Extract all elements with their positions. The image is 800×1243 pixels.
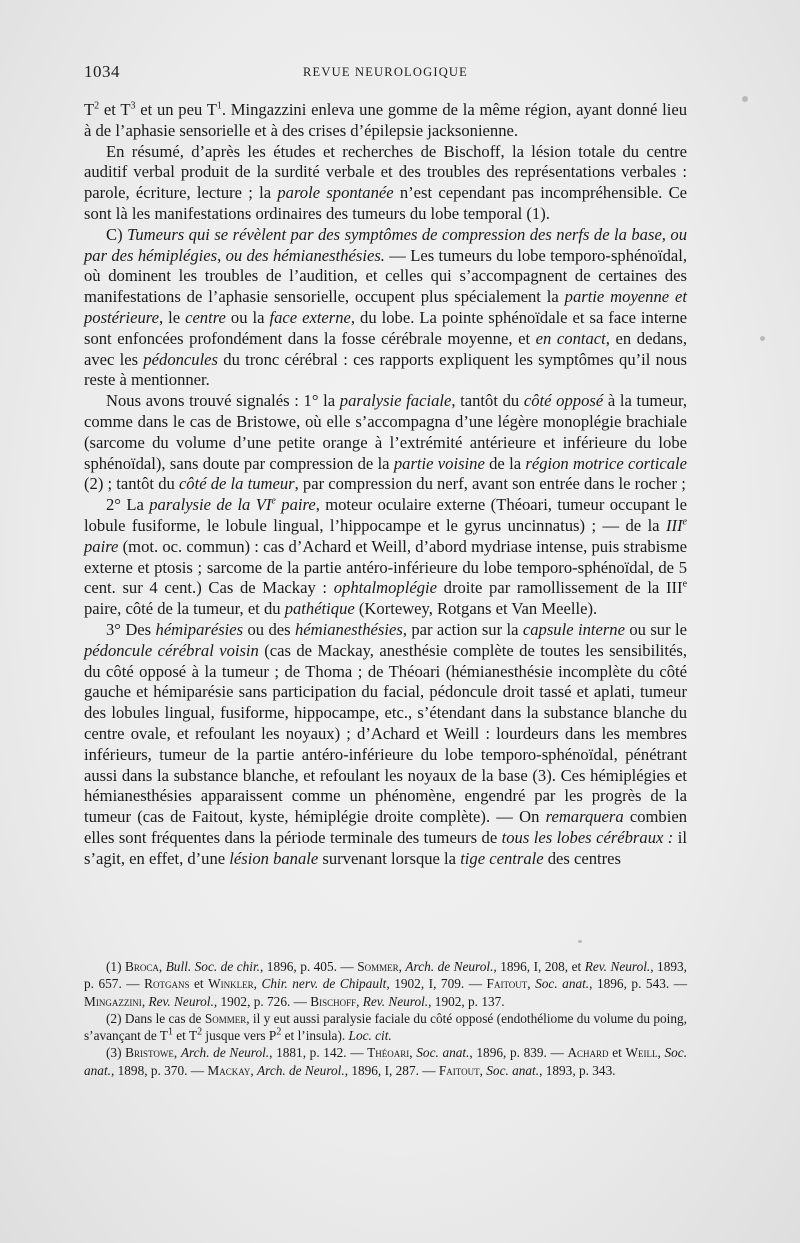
italic-text: Rev. Neurol.	[148, 993, 214, 1009]
page-number: 1034	[84, 62, 120, 81]
superscript: 2	[94, 100, 100, 112]
text-run: ,	[356, 993, 363, 1009]
italic-text: remarquera	[545, 807, 624, 827]
footnote	[84, 1044, 687, 1079]
text-run: combien elles sont fréquentes dans la période terminale des tumeurs de	[84, 807, 688, 847]
superscript: e	[682, 516, 687, 528]
text-run: paire, côté de la tumeur, et du	[84, 599, 285, 619]
author-name: Sommer	[204, 1010, 247, 1026]
paragraph	[84, 495, 687, 620]
author-name: Broca	[125, 959, 159, 974]
italic-text: paire	[84, 536, 119, 556]
author-name: Bischoff	[310, 993, 357, 1009]
text-run: et l’insula).	[281, 1028, 349, 1044]
text-run: ,	[398, 959, 406, 974]
text-run: ,	[158, 959, 166, 974]
paragraph	[84, 100, 687, 142]
text-run: ou des	[243, 619, 295, 639]
text-run: et	[608, 1045, 626, 1061]
text-run: Nous avons trouvé signalés : 1° la	[106, 391, 340, 411]
author-name: Faitout	[486, 976, 528, 992]
text-run: ,	[527, 976, 536, 992]
text-run: , 1896, I, 287. —	[344, 1062, 439, 1078]
italic-text: ophtalmoplégie	[333, 578, 437, 598]
italic-text: côté opposé	[523, 391, 604, 411]
text-run: à la tumeur, comme dans le cas de Bristowe, où elle s’accompagna d’une légère monoplégie brachiale (sarcome du volume d’une petite orange à l’extrémité antérieure et inférieure du lobe sphénoïdal), sans doute par compression de la	[84, 391, 687, 473]
text-run: il s’agit, en effet, d’une	[84, 827, 687, 868]
author-name: Sommer	[357, 959, 399, 974]
italic-text: région motrice corticale	[525, 453, 687, 473]
paper-speck	[742, 96, 748, 102]
text-run: , tantôt du	[451, 391, 524, 411]
italic-text: tige centrale	[460, 848, 544, 868]
text-run: . Mingazzini enleva une gomme de la même région, ayant donné lieu à de l’aphasie sensorielle et à des crises d’épilepsie jacksonienne.	[84, 100, 687, 140]
text-run: , 1881, p. 142. —	[269, 1045, 368, 1061]
text-run: (2) Dans le cas de	[106, 1010, 205, 1026]
italic-text: paire	[275, 495, 316, 515]
author-name: Bristowe	[125, 1045, 174, 1061]
author-name: Rotgans	[144, 976, 190, 992]
text-run: , 1898, p. 370. —	[110, 1062, 208, 1078]
italic-text: tous les lobes cérébraux :	[501, 827, 674, 847]
italic-text: côté de la tumeur	[178, 474, 295, 494]
superscript: 1	[216, 100, 222, 112]
paragraph	[84, 142, 687, 225]
text-run: En résumé, d’après les études et recherches de Bischoff, la lésion totale du centre auditif verbal produit de la surdité verbale et des troubles des représentations verbales : parole, écriture, lecture ; la	[84, 141, 687, 203]
author-name: Mackay	[207, 1062, 251, 1078]
text-run: , 1896, I, 208, et	[493, 959, 585, 974]
text-run: (3)	[106, 1045, 126, 1061]
text-run: de la	[484, 453, 526, 473]
author-name: Winkler	[208, 976, 254, 992]
footnote	[84, 1010, 687, 1045]
italic-text: Rev. Neurol.	[362, 993, 429, 1009]
superscript: 2	[276, 1026, 282, 1038]
text-run: (2) ; tantôt du	[84, 474, 179, 494]
text-run: et	[189, 976, 209, 992]
text-run: — Les tumeurs du lobe temporo-sphénoïdal, où dominent les troubles de l’audition, et celles qui s’accompagnent de certaines des manifestations de l’aphasie sensorielle, occupent plus spécialement la	[84, 245, 687, 307]
italic-text: hémianesthésies	[294, 619, 403, 639]
text-run: (1)	[106, 959, 125, 974]
text-run: , en dedans, avec les	[84, 328, 688, 369]
italic-text: partie moyenne et postérieure	[84, 287, 687, 327]
text-run: (mot. oc. commun) : cas d’Achard et Weill, d’abord mydriase intense, puis strabisme externe et ptosis ; sarcome de la partie antéro-inférieure du lobe temporo-sphénoïdal, de 5 cent. sur 4 cent.) Cas de Mackay :	[84, 536, 687, 598]
text-run: , par action sur la	[402, 619, 523, 639]
italic-text: pédoncule cérébral voisin	[84, 640, 259, 660]
text-run: et T	[99, 100, 131, 119]
italic-text: paralysie de la VI	[149, 495, 272, 515]
italic-text: pédoncules	[143, 349, 219, 369]
footnotes	[84, 958, 687, 1079]
text-run: T	[84, 100, 95, 119]
italic-text: paralysie faciale	[339, 391, 452, 411]
text-run: droite par ramollissement de la III	[436, 578, 683, 598]
text-run: , il y eut aussi paralysie faciale du côté opposé (endothéliome du volume du poing, s’avançant de T	[84, 1010, 688, 1044]
italic-text: Bull. Soc. de chir.	[165, 959, 260, 974]
italic-text: Tumeurs qui se révèlent par des symptômes de compression des nerfs de la base, ou par des hémiplégies, ou des hémianesthésies.	[84, 224, 687, 265]
text-run: , 1896, p. 543. —	[589, 976, 687, 992]
italic-text: Soc. anat.	[486, 1062, 540, 1078]
italic-text: face externe	[269, 307, 351, 327]
text-run: (Kortewey, Rotgans et Van Meelle).	[354, 599, 598, 619]
superscript: 3	[130, 100, 136, 112]
italic-text: Loc. cit.	[348, 1028, 392, 1044]
footnote	[84, 958, 687, 1010]
italic-text: capsule interne	[522, 619, 625, 639]
superscript: e	[271, 495, 276, 507]
text-run: 3° Des	[106, 619, 156, 639]
superscript: e	[682, 578, 688, 590]
running-head: REVUE NEUROLOGIQUE	[303, 65, 468, 79]
author-name: Mingazzini	[84, 993, 142, 1009]
text-run: 2° La	[106, 495, 150, 515]
italic-text: lésion banale	[229, 848, 319, 868]
text-run: , 1893, p. 657. —	[84, 959, 687, 992]
text-run: et un peu T	[135, 100, 217, 119]
paper-speck	[578, 940, 582, 943]
text-run: , du lobe. La pointe sphénoïdale et sa face interne sont enfoncées profondément dans la fosse cérébrale moyenne, et	[84, 307, 687, 348]
text-run: ou sur le	[624, 619, 687, 639]
text-run: , 1902, p. 137.	[428, 993, 505, 1009]
italic-text: partie voisine	[393, 453, 485, 473]
body-text	[84, 100, 687, 869]
text-run: ,	[173, 1045, 181, 1061]
text-run: ,	[409, 1045, 417, 1061]
italic-text: parole spontanée	[277, 183, 394, 203]
page-header	[84, 62, 687, 88]
text-run: , 1896, p. 405. —	[259, 959, 358, 974]
text-run: , 1896, p. 839. —	[469, 1045, 568, 1061]
author-name: Weill	[625, 1045, 658, 1061]
italic-text: Arch. de Neurol.	[180, 1045, 270, 1061]
text-run: ,	[657, 1045, 665, 1061]
text-run: ,	[253, 976, 262, 992]
author-name: Théoari	[367, 1045, 410, 1061]
italic-text: pathétique	[284, 599, 355, 619]
italic-text: hémiparésies	[155, 619, 244, 639]
text-run: ou la	[225, 307, 270, 327]
text-run: , le	[158, 307, 186, 327]
text-run: , par compression du nerf, avant son entrée dans le rocher ;	[294, 474, 686, 494]
italic-text: en contact	[535, 328, 606, 348]
italic-text: III	[665, 515, 683, 535]
italic-text: Arch. de Neurol.	[405, 959, 494, 974]
text-run: ,	[141, 993, 149, 1009]
superscript: 2	[197, 1026, 203, 1038]
paragraph	[84, 620, 687, 870]
text-run: et T	[172, 1028, 198, 1044]
italic-text: Soc. anat.	[535, 976, 590, 992]
italic-text: Soc. anat.	[416, 1045, 470, 1061]
italic-text: Rev. Neurol.	[584, 959, 651, 974]
text-run: (cas de Mackay, anesthésie complète de toutes les sensibilités, du côté opposé à la tumeur ; de Thoma ; de Théoari (hémianesthésie incomplète du côté gauche et hémiparésie sans participation du facial, pédoncule droit tassé et aplati, tumeur des lobules lingual, fusiforme, hippocampe, etc., s’étendant dans la substance blanche du centre ovale, et refoulant les noyaux) ; d’Achard et Weill : lourdeurs dans les membres inférieurs, tumeur de la partie antéro-inférieure du lobe temporo-sphénoïdal, pénétrant aussi dans la substance blanche, et refoulant les noyaux de la base (3). Ces hémiplégies et hémianesthésies apparaissent comme un phénomène, engendré par les progrès de la tumeur (cas de Faitout, kyste, hémiplégie droite complète). — On	[84, 640, 687, 827]
author-name: Faitout	[438, 1062, 480, 1078]
author-name: Achard	[567, 1045, 609, 1061]
text-run: , 1902, p. 726. —	[213, 993, 311, 1009]
superscript: 1	[167, 1026, 173, 1038]
italic-text: Soc. anat.	[84, 1045, 688, 1078]
text-run: , moteur oculaire externe (Théoari, tumeur occupant le lobule fusiforme, le lobule lingual, l’hippocampe et le gyrus uncinnatus) ; — de la	[84, 495, 688, 535]
text-run: , 1902, I, 709. —	[386, 976, 487, 992]
paper-speck	[760, 336, 765, 341]
italic-text: centre	[185, 307, 226, 327]
text-run: ,	[479, 1062, 487, 1078]
text-run: du tronc cérébral : ces rapports expliquent les symptômes qu’il nous reste à mentionner.	[84, 349, 687, 390]
italic-text: Arch. de Neurol.	[257, 1062, 345, 1078]
text-run: ,	[250, 1062, 258, 1078]
text-run: C)	[106, 224, 128, 244]
text-run: des centres	[543, 848, 621, 868]
text-run: , 1893, p. 343.	[539, 1062, 616, 1078]
text-run: jusque vers P	[202, 1028, 277, 1044]
paragraph	[84, 391, 687, 495]
paragraph	[84, 225, 687, 391]
text-run: n’est cependant pas incompréhensible. Ce sont là les manifestations ordinaires des tumeurs du lobe temporal (1).	[84, 183, 688, 223]
text-run: survenant lorsque la	[318, 848, 461, 868]
italic-text: Chir. nerv. de Chipault	[261, 976, 387, 992]
